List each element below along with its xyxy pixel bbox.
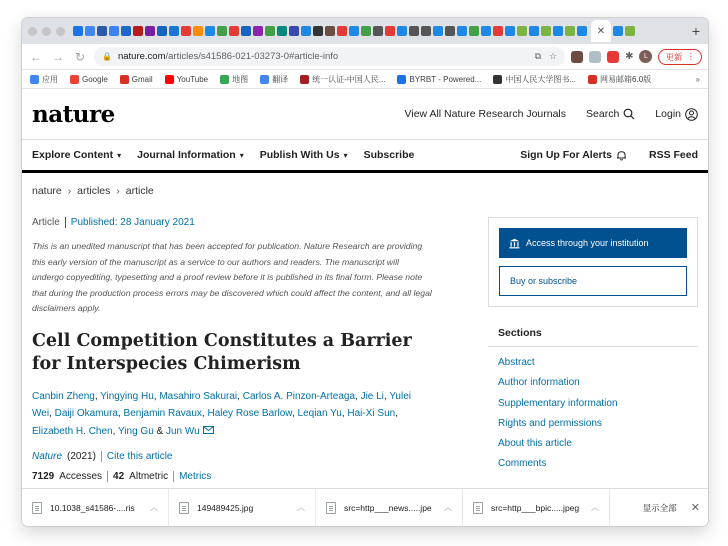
author-link[interactable]: Masahiro Sakurai [159, 390, 238, 402]
site-header [22, 89, 708, 139]
translate-icon[interactable]: ⧉ [534, 51, 542, 61]
lock-icon[interactable]: 🔒 [102, 52, 112, 61]
metrics-divider [173, 471, 174, 482]
sign-up-alerts-button[interactable] [520, 149, 627, 161]
tab-favicon[interactable] [289, 26, 299, 36]
breadcrumb [22, 173, 708, 197]
chevron-right-icon: › [116, 185, 120, 197]
download-filename: src=http___bpic.....jpeg [491, 502, 580, 513]
accesses-label: Accesses [59, 471, 103, 482]
author-separator: & [153, 425, 166, 437]
extension-icon[interactable] [589, 51, 601, 63]
rss-feed-link[interactable]: RSS Feed [648, 149, 698, 161]
tab-favicon[interactable] [253, 26, 263, 36]
close-tab-icon[interactable]: ✕ [596, 25, 606, 37]
author-separator: , [49, 408, 55, 419]
tab-favicon[interactable] [397, 26, 407, 36]
author-separator: , [112, 425, 118, 437]
bookmarks-bar [22, 70, 708, 89]
nature-logo[interactable]: nature [32, 100, 115, 128]
access-box [488, 217, 698, 307]
section-link-author-information[interactable]: Author information [498, 377, 580, 389]
bookmark-label: 地图 [232, 74, 249, 84]
citation-line [32, 451, 432, 462]
nav-explore-label: Explore Content [32, 149, 114, 161]
bookmark-label: BYRBT - Powered... [409, 74, 482, 84]
file-icon [473, 502, 483, 514]
author-separator: , [395, 408, 398, 419]
tab-favicon[interactable] [565, 26, 575, 36]
chevron-up-icon[interactable]: ︿ [444, 503, 452, 512]
tab-favicon[interactable] [349, 26, 359, 36]
tab-favicon[interactable] [169, 26, 179, 36]
tab-favicon[interactable] [613, 26, 623, 36]
author-link[interactable]: Hai-Xi Sun [347, 408, 396, 419]
tab-favicon[interactable] [361, 26, 371, 36]
file-icon [32, 502, 42, 514]
chevron-up-icon[interactable]: ︿ [591, 503, 599, 512]
tab-favicon[interactable] [229, 26, 239, 36]
tab-favicon[interactable] [409, 26, 419, 36]
tab-favicon[interactable] [385, 26, 395, 36]
author-link[interactable]: Benjamin Ravaux [123, 408, 202, 419]
access-institution-button[interactable] [499, 228, 687, 258]
bookmark-item[interactable] [397, 75, 481, 84]
cite-this-article-link[interactable]: Cite this article [106, 451, 173, 462]
bookmark-item[interactable] [220, 74, 248, 85]
article-type: Article [32, 217, 60, 228]
main-nav [22, 139, 708, 173]
author-link[interactable]: Canbin Zheng [32, 390, 95, 402]
author-link[interactable]: Daiji Okamura [54, 408, 118, 419]
bookmark-favicon-icon [220, 75, 229, 84]
bookmark-item[interactable] [300, 74, 385, 85]
bookmarks-overflow-icon[interactable]: » [695, 74, 700, 84]
minimize-window-dot[interactable] [42, 27, 51, 36]
file-icon [179, 502, 189, 514]
buy-or-subscribe-button[interactable]: Buy or subscribe [499, 266, 687, 296]
author-separator: , [383, 390, 390, 402]
article-sidebar [488, 217, 698, 479]
bookmark-favicon-icon [397, 75, 406, 84]
bookmark-item[interactable] [70, 75, 108, 84]
author-separator: , [153, 390, 160, 402]
author-link[interactable]: Haley Rose Barlow [207, 408, 292, 419]
tab-favicon[interactable] [109, 26, 119, 36]
tab-favicon[interactable] [469, 26, 479, 36]
article-main [32, 217, 432, 482]
bookmark-favicon-icon [70, 75, 79, 84]
nav-publish-label: Publish With Us [259, 149, 340, 161]
tab-favicon[interactable] [193, 26, 203, 36]
journal-year: (2021) [67, 451, 96, 462]
bookmark-item[interactable] [493, 74, 576, 85]
tab-favicon[interactable] [181, 26, 191, 36]
download-filename: src=http___news.....jpe [344, 502, 432, 513]
tab-favicon[interactable] [505, 26, 515, 36]
tab-favicon[interactable] [553, 26, 563, 36]
bookmark-favicon-icon [300, 75, 309, 84]
bookmark-favicon-icon [30, 75, 39, 84]
breadcrumb-article: article [125, 185, 154, 197]
bell-icon [616, 150, 627, 161]
author-link[interactable]: Yingying Hu [100, 390, 154, 402]
chevron-up-icon[interactable]: ︿ [150, 503, 158, 512]
tab-favicon[interactable] [517, 26, 527, 36]
tab-favicon[interactable] [73, 26, 83, 36]
nav-subscribe[interactable]: Subscribe [363, 149, 415, 161]
tab-favicon[interactable] [493, 26, 503, 36]
forward-icon[interactable]: → [52, 49, 64, 64]
reload-icon[interactable]: ↻ [74, 49, 86, 64]
window-controls [28, 27, 65, 36]
close-downloads-icon[interactable]: ✕ [690, 502, 700, 514]
article-meta [32, 217, 432, 228]
breadcrumb-articles[interactable]: articles [77, 185, 111, 197]
email-icon[interactable] [200, 426, 214, 437]
author-separator: , [291, 408, 298, 419]
download-item[interactable] [169, 489, 316, 527]
metrics-line [32, 471, 432, 482]
bookmark-item[interactable] [30, 74, 58, 85]
author-link[interactable]: Elizabeth H. Chen [32, 425, 113, 437]
tab-favicon[interactable] [325, 26, 335, 36]
bookmark-favicon-icon [493, 75, 502, 84]
more-menu-icon: ⋮ [686, 51, 695, 61]
tab-favicon[interactable] [421, 26, 431, 36]
tab-favicon[interactable] [301, 26, 311, 36]
tab-favicon[interactable] [241, 26, 251, 36]
user-icon [685, 108, 698, 121]
new-tab-icon[interactable]: + [691, 23, 700, 39]
author-separator: , [94, 390, 101, 402]
extension-icon[interactable] [607, 51, 619, 63]
download-item[interactable] [463, 489, 610, 527]
tab-favicon[interactable] [541, 26, 551, 36]
metrics-divider [107, 471, 108, 482]
author-link[interactable]: Carlos A. Pinzon-Arteaga [242, 390, 355, 402]
section-link-supplementary[interactable]: Supplementary information [498, 397, 618, 409]
author-list [32, 388, 432, 441]
search-icon [623, 108, 635, 120]
tab-favicon[interactable] [85, 26, 95, 36]
bookmark-favicon-icon [588, 75, 597, 84]
section-link-comments[interactable]: Comments [498, 458, 547, 470]
tab-favicon[interactable] [133, 26, 143, 36]
bookmark-item[interactable] [120, 75, 153, 84]
tab-favicon[interactable] [577, 26, 587, 36]
bookmark-star-icon[interactable]: ☆ [549, 51, 558, 61]
sections-heading: Sections [488, 327, 698, 347]
tab-favicon[interactable] [277, 26, 287, 36]
bookmark-label: 中国人民大学图书... [505, 74, 577, 84]
tab-favicon[interactable] [205, 26, 215, 36]
section-link-rights[interactable]: Rights and permissions [498, 417, 602, 429]
author-separator: , [237, 390, 243, 402]
tab-favicon[interactable] [625, 26, 635, 36]
bookmark-item[interactable] [260, 74, 288, 85]
tab-favicon[interactable] [97, 26, 107, 36]
update-button[interactable] [658, 49, 702, 65]
url-text[interactable] [118, 51, 338, 62]
author-separator: , [201, 408, 208, 419]
nav-explore-content[interactable] [32, 149, 121, 161]
search-label: Search [586, 108, 620, 120]
bookmark-item[interactable] [588, 74, 651, 85]
bookmark-label: YouTube [176, 74, 209, 84]
active-tab[interactable] [591, 20, 611, 42]
view-journals-link[interactable]: View All Nature Research Journals [404, 108, 567, 120]
address-bar[interactable] [94, 47, 565, 66]
tab-favicon[interactable] [157, 26, 167, 36]
published-date[interactable]: Published: 28 January 2021 [70, 217, 195, 228]
bookmark-favicon-icon [165, 75, 174, 84]
url-host: nature.com [117, 51, 166, 62]
institution-icon [509, 238, 520, 249]
author-separator: , [117, 408, 124, 419]
close-window-dot[interactable] [28, 27, 37, 36]
browser-toolbar [22, 44, 708, 70]
author-link[interactable]: Leqian Yu [297, 408, 342, 419]
author-link[interactable]: Ying Gu [118, 425, 154, 437]
tab-favicon[interactable] [145, 26, 155, 36]
extensions-puzzle-icon[interactable]: ✱ [625, 51, 634, 62]
section-link-about[interactable]: About this article [498, 438, 572, 450]
web-page [22, 89, 708, 488]
alerts-label: Sign Up For Alerts [520, 149, 612, 161]
tab-favicon[interactable] [481, 26, 491, 36]
chevron-down-icon: ▾ [117, 150, 122, 160]
author-link[interactable]: Yulei Wei [32, 390, 411, 419]
chevron-up-icon[interactable]: ︿ [297, 503, 305, 512]
download-filename: 10.1038_s41586-....ris [50, 502, 135, 513]
bookmark-favicon-icon [120, 75, 129, 84]
journal-name[interactable]: Nature [32, 451, 63, 462]
tab-favicon[interactable] [217, 26, 227, 36]
nav-publish-with-us[interactable] [260, 149, 348, 161]
tab-favicon[interactable] [265, 26, 275, 36]
bookmark-label: 应用 [42, 74, 58, 84]
omnibox-actions [535, 51, 558, 62]
tab-favicon[interactable] [373, 26, 383, 36]
file-icon [326, 502, 336, 514]
bookmark-label: Gmail [131, 74, 153, 84]
bookmark-label: Google [82, 74, 108, 84]
chevron-down-icon: ▾ [239, 150, 244, 160]
tab-favicon[interactable] [337, 26, 347, 36]
tab-favicon[interactable] [433, 26, 443, 36]
cite-divider [101, 451, 102, 462]
bookmark-label: 统一认证-中国人民... [312, 74, 386, 84]
author-separator: , [355, 390, 361, 402]
downloads-bar [22, 488, 708, 526]
bookmark-label: 翻译 [272, 74, 289, 84]
back-icon[interactable]: ← [30, 49, 42, 64]
meta-divider [65, 217, 66, 228]
update-label: 更新 [665, 51, 683, 62]
extension-icon[interactable] [571, 51, 583, 63]
author-separator: , [341, 408, 348, 419]
corresponding-author-link[interactable]: Jun Wu [166, 425, 200, 437]
author-link[interactable]: Jie Li [360, 390, 384, 402]
bookmark-favicon-icon [260, 75, 269, 84]
chevron-right-icon: › [67, 185, 72, 197]
tab-strip [22, 18, 708, 44]
show-all-downloads-button[interactable]: 显示全部 [642, 502, 677, 513]
nav-journal-information[interactable] [137, 149, 244, 161]
chevron-down-icon: ▾ [343, 150, 348, 160]
search-button[interactable] [586, 108, 635, 120]
login-button[interactable] [655, 108, 698, 121]
bookmark-label: 网易邮箱6.0版 [600, 74, 652, 84]
nav-journal-label: Journal Information [137, 149, 236, 161]
metrics-link[interactable]: Metrics [179, 471, 212, 482]
access-label: Access through your institution [526, 238, 649, 248]
header-links [405, 108, 698, 121]
download-filename: 149489425.jpg [197, 502, 254, 513]
tab-favicon[interactable] [445, 26, 455, 36]
download-item[interactable] [22, 489, 169, 527]
section-link-abstract[interactable]: Abstract [498, 357, 535, 368]
nav-right [520, 149, 698, 161]
tab-favicon[interactable] [121, 26, 131, 36]
login-label: Login [655, 108, 681, 120]
tab-favicon[interactable] [529, 26, 539, 36]
pinned-tabs [73, 20, 684, 42]
altmetric-count: 42 [113, 471, 125, 482]
article-title: Cell Competition Constitutes a Barrier for Interspecies Chimerism [32, 330, 412, 374]
breadcrumb-nature[interactable]: nature [32, 185, 62, 197]
download-item[interactable] [316, 489, 463, 527]
url-path: /articles/s41586-021-03273-0#article-info [165, 51, 339, 62]
altmetric-label: Altmetric [129, 471, 169, 482]
profile-avatar[interactable]: L [639, 50, 652, 63]
sections-list [488, 347, 698, 479]
bookmark-item[interactable] [165, 75, 208, 84]
accesses-count: 7129 [32, 471, 55, 482]
zoom-window-dot[interactable] [56, 27, 65, 36]
browser-window [22, 18, 708, 526]
tab-favicon[interactable] [457, 26, 467, 36]
tab-favicon[interactable] [313, 26, 323, 36]
unedited-manuscript-notice: This is an unedited manuscript that has been accepted for publication. Nature Research are providing this early version of the manuscript as a service to our authors and readers. The manuscript will undergo copyediting, typesetting and a proof review before it is published in its final form. Please note that during the production process errors may be discovered which could affect the content, and all legal disclaimers apply. [32, 241, 432, 313]
